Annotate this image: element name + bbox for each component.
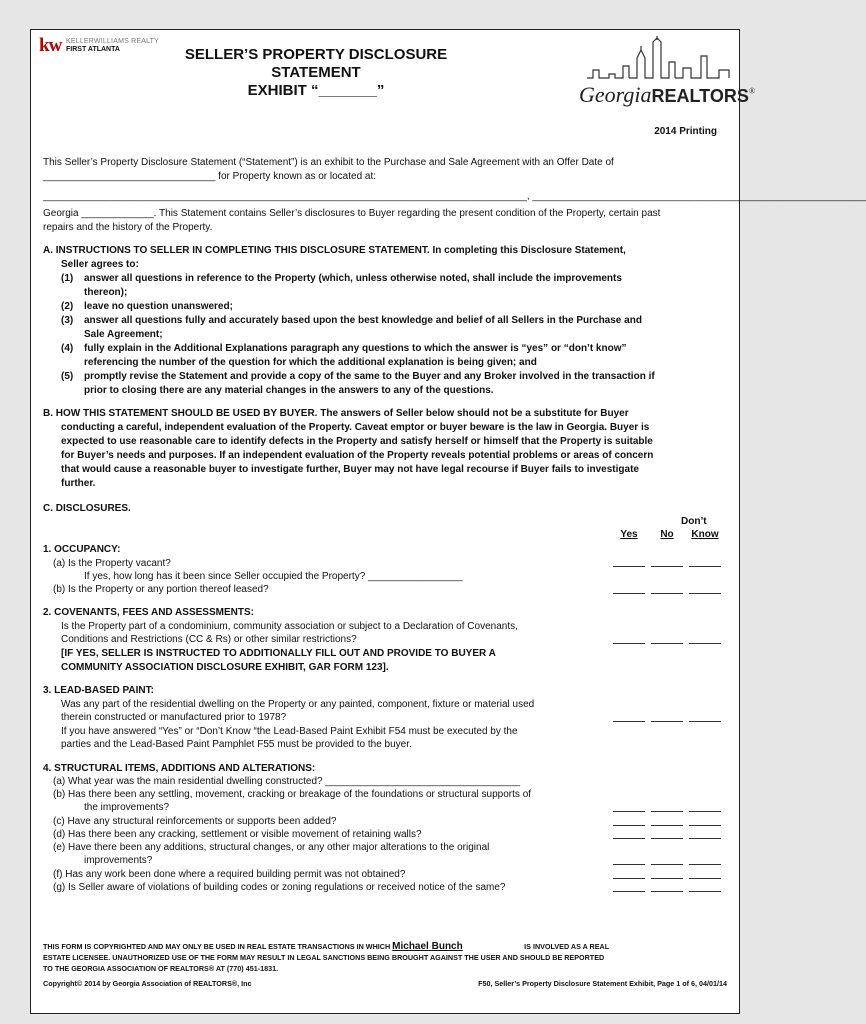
q1-b: (b) Is the Property or any portion thereof leased? — [53, 584, 269, 595]
q3-line: therein constructed or manufactured prior to 1978? — [61, 712, 287, 723]
section-b-line: expected to use reasonable care to identify defects in the Property and satisfy herself or himself that the Property is suitable — [61, 436, 653, 447]
q2-line: Conditions and Restrictions (CC & Rs) or other similar restrictions? — [61, 634, 357, 645]
kw-office: FIRST ATLANTA — [66, 46, 120, 53]
q4-c: (c) Have any structural reinforcements or supports been added? — [53, 816, 337, 827]
answer-blanks[interactable] — [613, 634, 723, 647]
kw-mark: kw — [39, 35, 62, 56]
kw-brand: KELLERWILLIAMS REALTY — [66, 38, 160, 45]
section-c-heading: C. DISCLOSURES. — [43, 503, 131, 514]
column-header-know: Know — [691, 529, 719, 540]
footer-line-3: TO THE GEORGIA ASSOCIATION OF REALTORS® AT (770) 451-1831. — [43, 964, 279, 973]
gar-logo-realtors: REALTORS — [651, 86, 749, 106]
q1-a-followup[interactable]: If yes, how long has it been since Seller occupied the Property? _________________ — [84, 571, 463, 582]
answer-blanks[interactable] — [613, 829, 723, 842]
section-a-item-text: Sale Agreement; — [84, 329, 163, 340]
title-line-2: EXHIBIT “_______” — [247, 82, 385, 99]
q4-d: (d) Has there been any cracking, settlement or visible movement of retaining walls? — [53, 829, 422, 840]
answer-blanks[interactable] — [613, 869, 723, 882]
keller-williams-logo — [39, 36, 164, 60]
section-a-item-text: answer all questions in reference to the Property (which, unless otherwise noted, shall include the improvements — [84, 273, 622, 284]
intro-line-4: Georgia _____________. This Statement contains Seller’s disclosures to Buyer regarding the present condition of the Property, certain past — [43, 208, 661, 219]
answer-blanks[interactable] — [613, 855, 723, 868]
q4-b: (b) Has there been any settling, movement, cracking or breakage of the foundations or structural supports of — [53, 789, 532, 800]
section-a-item-text: referencing the number of the question for which the additional explanation is being given; and — [84, 357, 537, 368]
q1-heading: 1. OCCUPANCY: — [43, 544, 121, 555]
section-a-item-num: (2) — [61, 301, 74, 312]
q4-e: (e) Have there been any additions, structural changes, or any other major alterations to the original — [53, 842, 490, 853]
q2-line: Is the Property part of a condominium, community association or subject to a Declaration of Covenants, — [61, 621, 518, 632]
section-b-line: for Buyer’s needs and purposes. If an independent evaluation of the Property reveals potential problems or areas of concern — [61, 450, 654, 461]
footer-copyright: Copyright© 2014 by Georgia Association of REALTORS®, Inc — [43, 979, 252, 988]
q1-a: (a) Is the Property vacant? — [53, 558, 171, 569]
section-b-line: conducting a careful, independent evaluation of the Property. Caveat emptor or buyer beware is the law in Georgia. Buyer is — [61, 422, 650, 433]
q3-line: If you have answered “Yes” or “Don’t Know “the Lead-Based Paint Exhibit F54 must be executed by the — [61, 726, 518, 737]
licensee-name: Michael Bunch — [392, 941, 463, 952]
section-a-item-num: (4) — [61, 343, 74, 354]
q4-f: (f) Has any work been done where a required building permit was not obtained? — [53, 869, 406, 880]
document-title — [156, 46, 476, 100]
q2-heading: 2. COVENANTS, FEES AND ASSESSMENTS: — [43, 607, 254, 618]
q4-heading: 4. STRUCTURAL ITEMS, ADDITIONS AND ALTERATIONS: — [43, 763, 316, 774]
answer-blanks[interactable] — [613, 882, 723, 895]
property-address-field[interactable]: _______________________________________________________________________________________, ____________________________________________________________ — [43, 191, 866, 202]
answer-blanks[interactable] — [613, 816, 723, 829]
q3-line: parties and the Lead-Based Paint Pamphlet F55 must be provided to the buyer. — [61, 739, 412, 750]
q3-line: Was any part of the residential dwelling on the Property or any painted, component, fixture or material used — [61, 699, 535, 710]
q4-b-cont: the improvements? — [84, 802, 170, 813]
section-b-line: that would cause a reasonable buyer to investigate further, Buyer may not have legal recourse if Buyer fails to investigate — [61, 464, 639, 475]
section-b-line: further. — [61, 478, 96, 489]
georgia-realtors-logo — [579, 82, 755, 108]
answer-blanks[interactable] — [613, 802, 723, 815]
title-line-1: SELLER’S PROPERTY DISCLOSURE STATEMENT — [184, 46, 448, 81]
answer-blanks[interactable] — [613, 712, 723, 725]
footer-form-id: F50, Seller’s Property Disclosure Statement Exhibit, Page 1 of 6, 04/01/14 — [478, 979, 727, 988]
footer-line-1b: IS INVOLVED AS A REAL — [524, 942, 610, 951]
q4-a[interactable]: (a) What year was the main residential dwelling constructed? ___________________________________ — [53, 776, 521, 787]
column-header-no: No — [660, 529, 674, 540]
intro-line-5: repairs and the history of the Property. — [43, 222, 213, 233]
footer-line-1a: THIS FORM IS COPYRIGHTED AND MAY ONLY BE USED IN REAL ESTATE TRANSACTIONS IN WHICH — [43, 942, 391, 951]
column-header-yes: Yes — [620, 529, 638, 540]
printing-year: 2014 Printing — [654, 126, 717, 137]
section-b-line: B. HOW THIS STATEMENT SHOULD BE USED BY BUYER. The answers of Seller below should not be a substitute for Buyer — [43, 408, 629, 419]
gar-logo-georgia: Georgia — [579, 82, 652, 107]
section-a-item-text: leave no question unanswered; — [84, 301, 233, 312]
section-a-item-text: promptly revise the Statement and provide a copy of the same to the Buyer and any Broker involved in the transaction if — [84, 371, 655, 382]
document-page — [30, 29, 866, 1014]
q4-e-cont: improvements? — [84, 855, 153, 866]
intro-line-1: This Seller’s Property Disclosure Statement (“Statement”) is an exhibit to the Purchase and Sale Agreement with an Offer Date of — [43, 157, 614, 168]
section-a-item-text: prior to closing there are any material changes in the answers to any of the questions. — [84, 385, 494, 396]
section-a-heading-cont: Seller agrees to: — [61, 259, 139, 270]
section-a-item-text: answer all questions fully and accurately based upon the best knowledge and belief of all Sellers in the Purchase and — [84, 315, 642, 326]
q3-heading: 3. LEAD-BASED PAINT: — [43, 685, 154, 696]
q2-instruction: COMMUNITY ASSOCIATION DISCLOSURE EXHIBIT, GAR FORM 123]. — [61, 662, 389, 673]
footer-line-2: ESTATE LICENSEE. UNAUTHORIZED USE OF THE FORM MAY RESULT IN LEGAL SANCTIONS BEING BROUGHT AGAINST THE USER AND SHOULD BE REPORTED — [43, 953, 605, 962]
q2-instruction: [IF YES, SELLER IS INSTRUCTED TO ADDITIONALLY FILL OUT AND PROVIDE TO BUYER A — [61, 648, 496, 659]
answer-blanks[interactable] — [613, 557, 723, 570]
q4-g: (g) Is Seller aware of violations of building codes or zoning regulations or received notice of the same? — [53, 882, 506, 893]
section-a-item-num: (3) — [61, 315, 74, 326]
intro-line-2: _______________________________ for Property known as or located at: — [43, 171, 377, 182]
section-a-item-num: (1) — [61, 273, 74, 284]
section-a-item-text: thereon); — [84, 287, 128, 298]
section-a-item-text: fully explain in the Additional Explanations paragraph any questions to which the answer is “yes” or “don’t know” — [84, 343, 627, 354]
gar-registered-mark: ® — [748, 86, 755, 96]
footer-copyright-notice — [43, 941, 729, 952]
section-a-item-num: (5) — [61, 371, 74, 382]
answer-blanks[interactable] — [613, 584, 723, 597]
section-a-heading: A. INSTRUCTIONS TO SELLER IN COMPLETING THIS DISCLOSURE STATEMENT. In completing this Disclosure Statement, — [43, 245, 626, 256]
column-header-dont: Don’t — [681, 516, 707, 527]
